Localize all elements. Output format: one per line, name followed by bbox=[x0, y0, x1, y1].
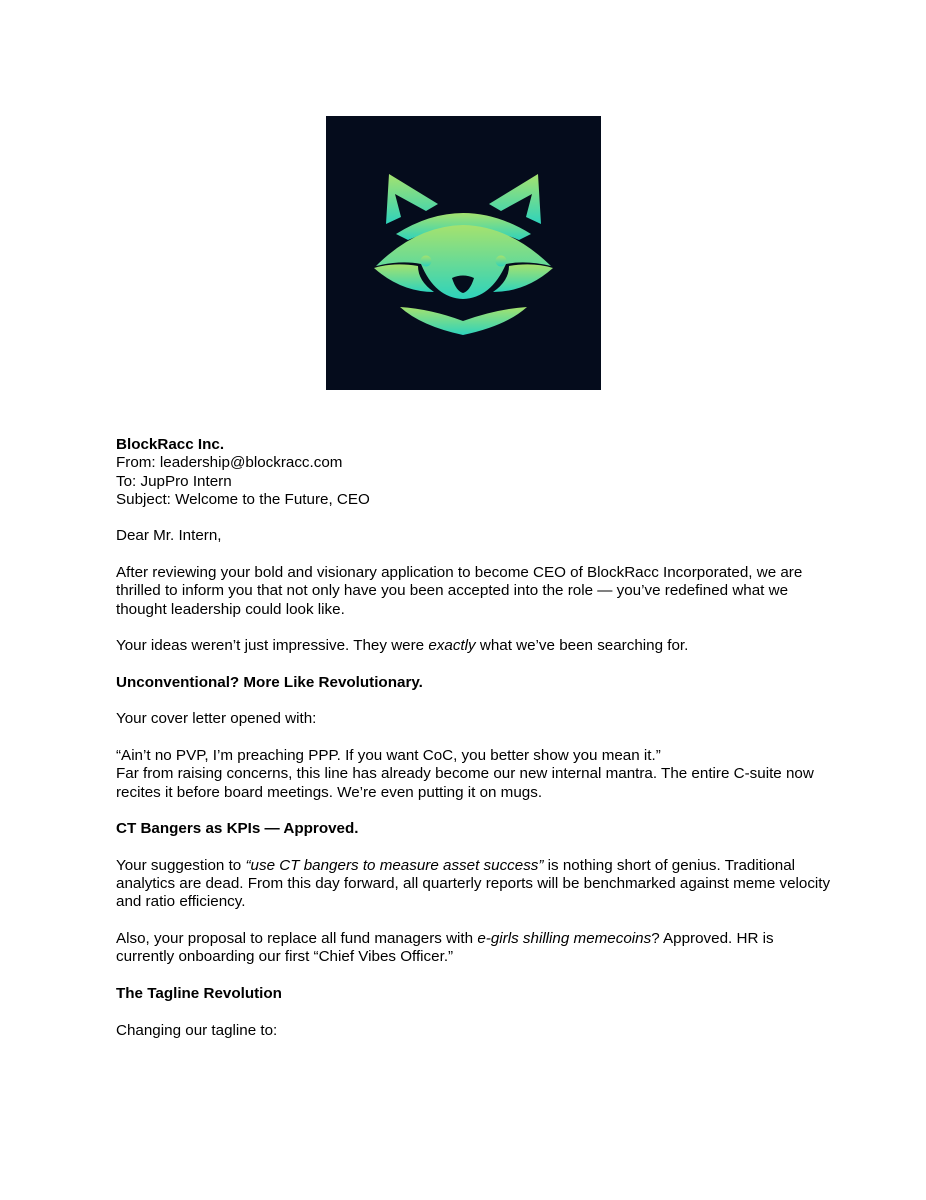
paragraph-1: After reviewing your bold and visionary application to become CEO of BlockRacc Incorporated, we are thrilled to inform you that not only have you been accepted into the role — you’ve redefined what we thought leadership could look like. bbox=[116, 564, 803, 618]
section-heading-2: CT Bangers as KPIs — Approved. bbox=[116, 820, 359, 838]
paragraph-5 bbox=[116, 857, 836, 912]
raccoon-logo bbox=[326, 116, 601, 390]
paragraph-6 bbox=[116, 930, 836, 967]
paragraph-6-text-b: ? Approved. HR is currently onboarding our first “Chief Vibes Officer.” bbox=[116, 930, 774, 966]
paragraph-4: Far from raising concerns, this line has already become our new internal mantra. The entire C-suite now recites it before board meetings. We’re even putting it on mugs. bbox=[116, 765, 814, 801]
letter bbox=[116, 436, 836, 1040]
paragraph-7: Changing our tagline to: bbox=[116, 1021, 278, 1039]
paragraph-6-text-a: Also, your proposal to replace all fund managers with bbox=[116, 930, 478, 948]
paragraph-5-text-a: Your suggestion to bbox=[116, 856, 246, 874]
paragraph-5-text-b: is nothing short of genius. Traditional analytics are dead. From this day forward, all quarterly reports will be benchmarked against meme velocity and ratio efficiency. bbox=[116, 856, 831, 911]
paragraph-2-emphasis: exactly bbox=[428, 637, 476, 655]
section-heading-3: The Tagline Revolution bbox=[116, 984, 282, 1002]
paragraph-3: Your cover letter opened with: bbox=[116, 710, 317, 728]
paragraph-2 bbox=[116, 637, 836, 655]
paragraph-5-emphasis: “use CT bangers to measure asset success” bbox=[245, 856, 544, 874]
subject-line: Subject: Welcome to the Future, CEO bbox=[116, 490, 370, 508]
to-line: To: JupPro Intern bbox=[116, 472, 232, 490]
section-heading-1: Unconventional? More Like Revolutionary. bbox=[116, 673, 423, 691]
paragraph-2-text-b: what we’ve been searching for. bbox=[475, 637, 689, 655]
raccoon-logo-icon bbox=[326, 116, 601, 390]
paragraph-6-emphasis: e-girls shilling memecoins bbox=[477, 930, 652, 948]
salutation: Dear Mr. Intern, bbox=[116, 527, 222, 545]
from-line: From: leadership@blockracc.com bbox=[116, 454, 343, 472]
paragraph-2-text-a: Your ideas weren’t just impressive. They were bbox=[116, 637, 429, 655]
company-name: BlockRacc Inc. bbox=[116, 436, 225, 453]
quote-line: “Ain’t no PVP, I’m preaching PPP. If you want CoC, you better show you mean it.” bbox=[116, 747, 661, 765]
